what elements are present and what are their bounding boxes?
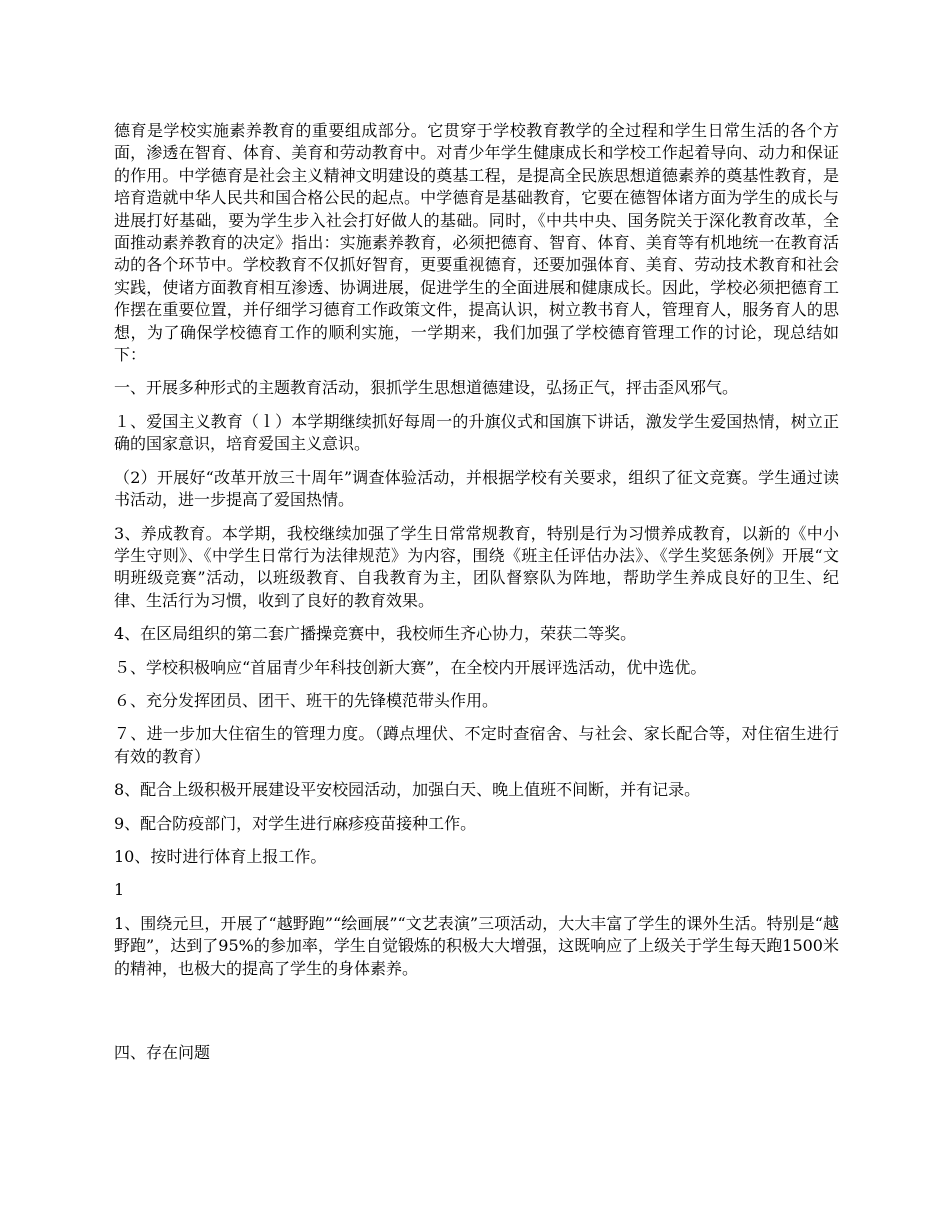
item-exercise-contest: 4、在区局组织的第二套广播操竞赛中，我校师生齐心协力，荣获二等奖。 (114, 624, 637, 644)
document-body (114, 120, 839, 1064)
item-reform-survey: （2）开展好“改革开放三十周年”调查体验活动，并根据学校有关要求，组织了征文竞赛。学生通过读书活动，进一步提高了爱国热情。 (114, 467, 839, 510)
item-boarding: ７、进一步加大住宿生的管理力度。（蹲点埋伏、不定时查宿舍、与社会、家长配合等，对住宿生进行有效的教育） (114, 724, 839, 766)
item-habit-education: 3、养成教育。本学期，我校继续加强了学生日常常规教育，特别是行为习惯养成教育，以新的《中小学生守则》、《中学生日常行为法律规范》为内容，围绕《班主任评估办法》、《学生奖惩条例》开展“文明班级竞赛”活动，以班级教育、自我教育为主，团队督察队为阵地，帮助学生养成良好的卫生、纪律、生活行为习惯，收到了良好的教育效果。 (114, 523, 839, 610)
item-role-models: ６、充分发挥团员、团干、班干的先锋模范带头作用。 (114, 690, 499, 710)
item-new-year-activities: 1、围绕元旦，开展了“越野跑”“绘画展”“文艺表演”三项活动，大大丰富了学生的课外生活。特别是“越野跑”，达到了95%的参加率，学生自觉锻炼的积极大大增强，这既响应了上级关于学生每天跑1500米的精神，也极大的提高了学生的身体素养。 (114, 913, 839, 978)
intro-paragraph: 德育是学校实施素养教育的重要组成部分。它贯穿于学校教育教学的全过程和学生日常生活的各个方面，渗透在智育、体育、美育和劳动教育中。对青少年学生健康成长和学校工作起着导向、动力和保证的作用。中学德育是社会主义精神文明建设的奠基工程，是提高全民族思想道德素养的奠基性教育，是培育造就中华人民共和国合格公民的起点。中学德育是基础教育，它要在德智体诸方面为学生的成长与进展打好基础，要为学生步入社会打好做人的基础。同时，《中共中央、国务院关于深化教育改革，全面推动素养教育的决定》指出：实施素养教育，必须把德育、智育、体育、美育等有机地统一在教育活动的各个环节中。学校教育不仅抓好智育，更要重视德育，还要加强体育、美育、劳动技术教育和社会实践，使诸方面教育相互渗透、协调进展，促进学生的全面进展和健康成长。因此，学校必须把德育工作摆在重要位置，并仔细学习德育工作政策文件，提高认识，树立教书育人，管理育人，服务育人的思想，为了确保学校德育工作的顺利实施，一学期来，我们加强了学校德育管理工作的讨论，现总结如下： (114, 121, 839, 365)
item-patriotism: １、爱国主义教育（ｌ）本学期继续抓好每周一的升旗仪式和国旗下讲话，激发学生爱国热情，树立正确的国家意识，培育爱国主义意识。 (114, 411, 839, 454)
item-safe-campus: 8、配合上级积极开展建设平安校园活动，加强白天、晚上值班不间断，并有记录。 (114, 780, 701, 800)
item-tech-contest: ５、学校积极响应“首届青少年科技创新大赛”，在全校内开展评选活动，优中选优。 (114, 657, 707, 677)
item-vaccination: 9、配合防疫部门，对学生进行麻疹疫苗接种工作。 (114, 813, 477, 833)
section-heading-4: 四、存在问题 (114, 1043, 211, 1062)
item-sports-report: 10、按时进行体育上报工作。 (114, 846, 327, 866)
page-number-marker: 1 (114, 880, 125, 900)
section-heading-1: 一、开展多种形式的主题教育活动，狠抓学生思想道德建设，弘扬正气，抨击歪风邪气。 (114, 378, 739, 398)
